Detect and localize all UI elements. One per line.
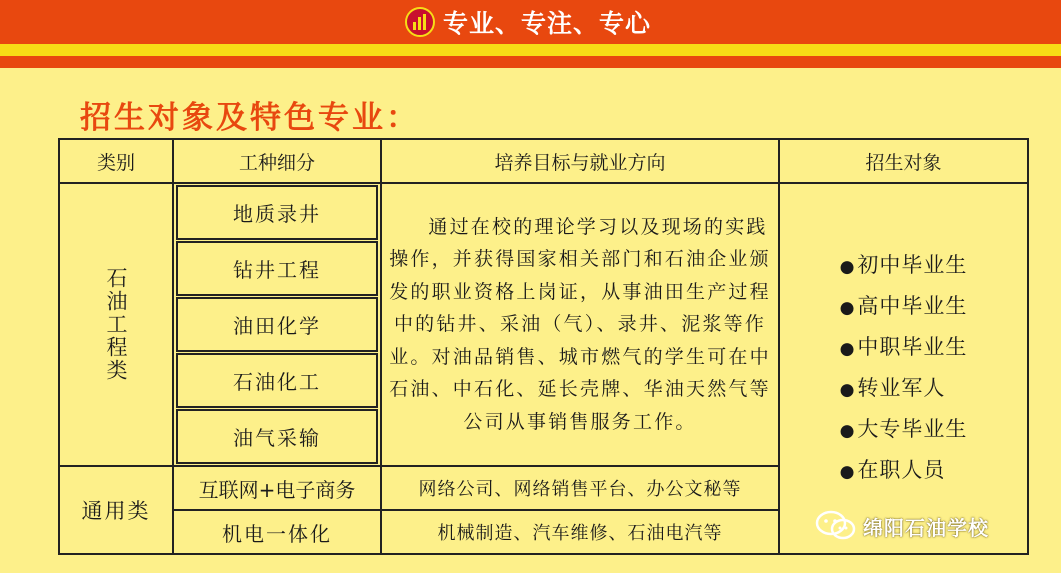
petroleum-subtypes bbox=[173, 183, 381, 466]
subtype-geology-logging: 地质录井 bbox=[176, 185, 378, 240]
category-petroleum bbox=[59, 183, 173, 466]
watermark-text: 绵阳石油学校 bbox=[863, 515, 989, 540]
targets-cell bbox=[779, 183, 1028, 554]
list-item: ●中职毕业生 bbox=[839, 334, 968, 359]
table-header-row bbox=[59, 139, 1028, 183]
header-subtype: 工种细分 bbox=[173, 139, 381, 183]
petroleum-description: 通过在校的理论学习以及现场的实践操作，并获得国家相关部门和石油企业颁发的职业资格上岗证，从事油田生产过程中的钻井、采油（气）、录井、泥浆等作业。对油品销售、城市燃气的学生可在中石油、中石化、延长壳牌、华油天然气等公司从事销售服务工作。 bbox=[381, 183, 779, 466]
bullet-icon: ● bbox=[839, 256, 856, 277]
header-targets: 招生对象 bbox=[779, 139, 1028, 183]
subtype-ecommerce: 互联网+电子商务 bbox=[173, 466, 381, 510]
school-logo-icon bbox=[405, 7, 435, 37]
slogan-text: 专业、专注、专心 bbox=[443, 9, 652, 38]
subtype-drilling: 钻井工程 bbox=[176, 241, 378, 296]
bullet-icon: ● bbox=[839, 461, 856, 482]
subtype-petrochemical: 石油化工 bbox=[176, 353, 378, 408]
category-general: 通用类 bbox=[59, 466, 173, 554]
section-title: 招生对象及特色专业： bbox=[80, 100, 420, 136]
subtype-oil-gas-transport: 油气采输 bbox=[176, 409, 378, 464]
wechat-icon bbox=[815, 510, 857, 542]
subtype-mechatronics: 机电一体化 bbox=[173, 510, 381, 554]
watermark bbox=[815, 510, 989, 542]
list-item: ●高中毕业生 bbox=[839, 293, 968, 318]
list-item: ●在职人员 bbox=[839, 457, 946, 482]
bullet-icon: ● bbox=[839, 379, 856, 400]
jobs-ecommerce: 网络公司、网络销售平台、办公文秘等 bbox=[381, 466, 779, 510]
subtype-oilfield-chemistry: 油田化学 bbox=[176, 297, 378, 352]
list-item: ●转业军人 bbox=[839, 375, 946, 400]
banner-bottom-stripe bbox=[0, 56, 1061, 68]
bullet-icon: ● bbox=[839, 338, 856, 359]
header-goals: 培养目标与就业方向 bbox=[381, 139, 779, 183]
bullet-icon: ● bbox=[839, 297, 856, 318]
slogan bbox=[405, 4, 651, 40]
bullet-icon: ● bbox=[839, 420, 856, 441]
targets-list bbox=[840, 246, 968, 492]
banner-stripe bbox=[0, 44, 1061, 56]
category-petroleum-label: 石油工程类 bbox=[104, 267, 128, 382]
program-table bbox=[58, 138, 1029, 555]
header-category: 类别 bbox=[59, 139, 173, 183]
jobs-mechatronics: 机械制造、汽车维修、石油电汽等 bbox=[381, 510, 779, 554]
list-item: ●大专毕业生 bbox=[839, 416, 968, 441]
list-item: ●初中毕业生 bbox=[839, 252, 968, 277]
petroleum-row bbox=[59, 183, 1028, 466]
